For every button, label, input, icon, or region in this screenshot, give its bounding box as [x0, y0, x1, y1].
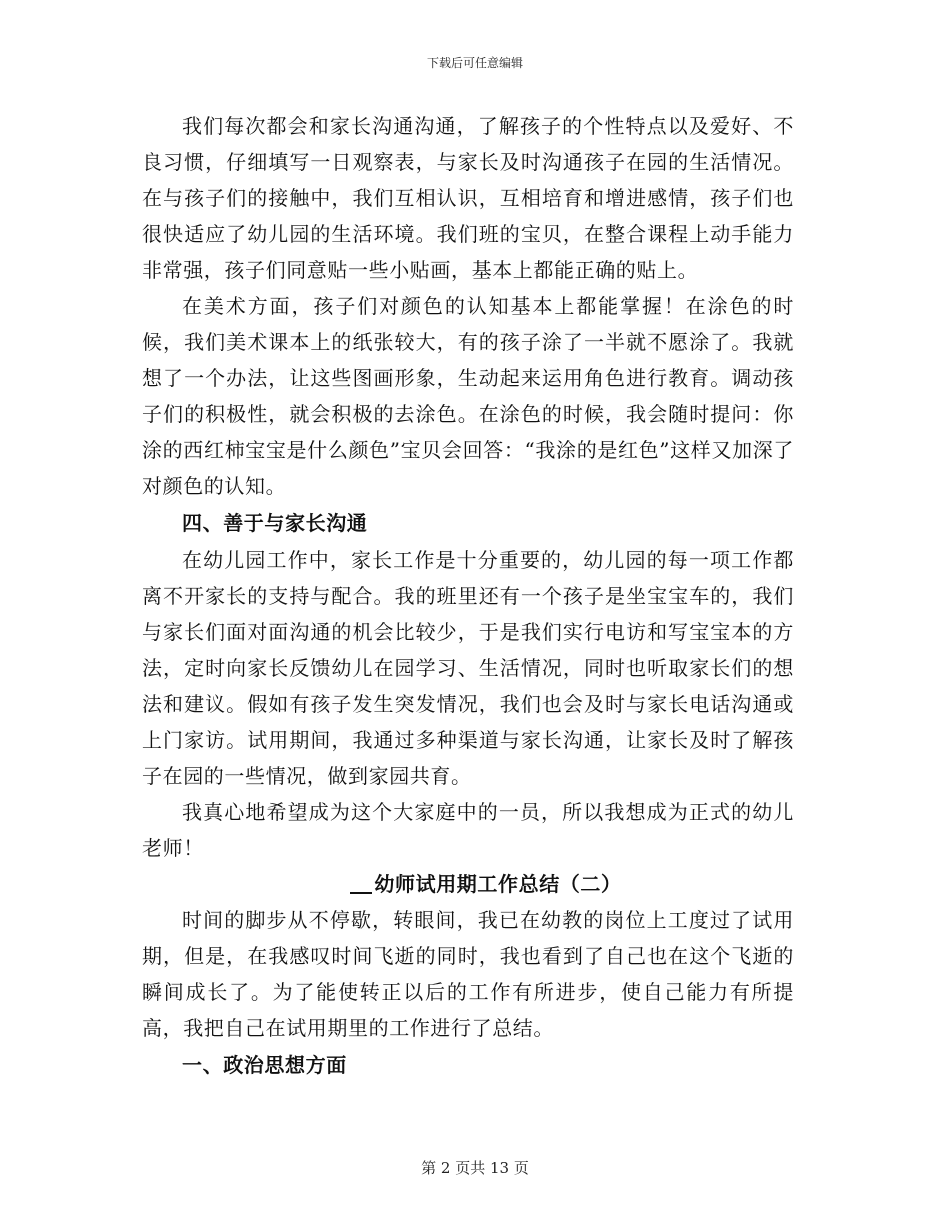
- section-title-text: 幼师试用期工作总结（二）: [374, 872, 622, 896]
- page-footer: 第 2 页共 13 页: [421, 1159, 529, 1177]
- title-blank-line: [350, 870, 372, 894]
- page-header: 下载后可任意编辑: [426, 56, 523, 70]
- paragraph: 在幼儿园工作中，家长工作是十分重要的，幼儿园的每一项工作都离不开家长的支持与配合。我的班里还有一个孩子是坐宝宝车的，我们与家长们面对面沟通的机会比较少，于是我们实行电访和写宝宝本的方法，定时向家长反馈幼儿在园学习、生活情况，同时也听取家长们的想法和建议。假如有孩子发生突发情况，我们也会及时与家长电话沟通或上门家访。试用期间，我通过多种渠道与家长沟通，让家长及时了解孩子在园的一些情况，做到家园共育。: [142, 548, 794, 788]
- paragraph: 我真心地希望成为这个大家庭中的一员，所以我想成为正式的幼儿老师！: [142, 800, 794, 860]
- paragraph: 在美术方面，孩子们对颜色的认知基本上都能掌握！在涂色的时候，我们美术课本上的纸张较大，有的孩子涂了一半就不愿涂了。我就想了一个办法，让这些图画形象，生动起来运用角色进行教育。调动孩子们的积极性，就会积极的去涂色。在涂色的时候，我会随时提问：你涂的西红柿宝宝是什么颜色”宝贝会回答：“我涂的是红色”这样又加深了对颜色的认知。: [142, 294, 794, 498]
- paragraph: 我们每次都会和家长沟通沟通，了解孩子的个性特点以及爱好、不良习惯，仔细填写一日观察表，与家长及时沟通孩子在园的生活情况。在与孩子们的接触中，我们互相认识，互相培育和增进感情，孩子们也很快适应了幼儿园的生活环境。我们班的宝贝，在整合课程上动手能力非常强，孩子们同意贴一些小贴画，基本上都能正确的贴上。: [142, 114, 794, 282]
- section-title: [142, 866, 794, 902]
- section-heading: 一、政治思想方面: [182, 1053, 347, 1077]
- section-heading: 四、善于与家长沟通: [182, 511, 368, 535]
- document-body: [142, 108, 794, 1084]
- paragraph: 时间的脚步从不停歇，转眼间，我已在幼教的岗位上工度过了试用期，但是，在我感叹时间飞逝的同时，我也看到了自己也在这个飞逝的瞬间成长了。为了能使转正以后的工作有所进步，使自己能力有所提高，我把自己在试用期里的工作进行了总结。: [142, 908, 794, 1040]
